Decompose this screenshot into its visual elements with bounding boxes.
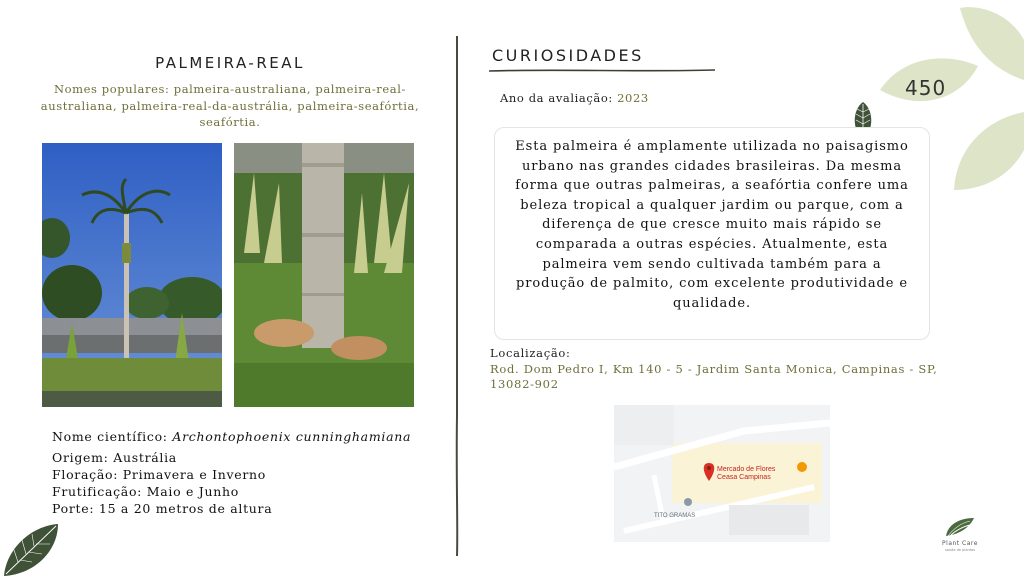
title-underline <box>489 68 715 74</box>
leaf-icon-bottom-left <box>0 520 64 576</box>
logo-icon <box>940 514 980 538</box>
fruiting: Frutificação: Maio e Junho <box>52 484 239 499</box>
popular-names: Nomes populares: palmeira-australiana, palmeira-real-australiana, palmeira-real-da-austrália, palmeira-seafórtia, seafórtia. <box>40 82 420 129</box>
flowering: Floração: Primavera e Inverno <box>52 467 267 482</box>
scientific-name-label: Nome científico: <box>52 429 173 444</box>
plant-title: PALMEIRA-REAL <box>155 54 305 72</box>
year-value: 2023 <box>617 91 649 105</box>
section-title: CURIOSIDADES <box>492 46 644 65</box>
scientific-name: Archontophoenix cunninghamiana <box>172 429 412 444</box>
location-label: Localização: <box>490 346 571 360</box>
scientific-name-line <box>52 429 411 444</box>
evaluation-year <box>500 91 649 105</box>
description-card <box>494 127 930 340</box>
palm-photo-full <box>42 143 222 407</box>
map-place-line1: Mercado de Flores <box>717 466 776 473</box>
palm-trunk-photo <box>234 143 414 407</box>
plant-size: Porte: 15 a 20 metros de altura <box>52 501 273 516</box>
location-map[interactable] <box>614 405 830 542</box>
plant-details <box>52 449 272 517</box>
food-pin-icon <box>797 462 807 472</box>
brand-logo <box>930 514 990 564</box>
logo-name: Plant Care <box>942 540 978 547</box>
map-place-line2: Ceasa Campinas <box>717 474 771 481</box>
description-text: Esta palmeira é amplamente utilizada no paisagismo urbano nas grandes cidades brasileiras. Da mesma forma que outras palmeiras, a seafórtia confere uma beleza tropical a qualquer jardim ou parque, com a diferença de que cresce muito mais rápido se comparada a outras espécies. Atualmente, esta palmeira vem sendo cultivada também para a produção de palmito, com excelente produtividade e qualidade. <box>515 139 909 311</box>
logo-tagline: saúde de plantas <box>944 548 976 552</box>
secondary-pin-icon <box>684 498 692 506</box>
map-secondary-label: TITO GRAMAS <box>654 513 696 519</box>
year-label: Ano da avaliação: <box>500 91 618 105</box>
column-divider <box>452 36 462 556</box>
location-address: Rod. Dom Pedro I, Km 140 - 5 - Jardim Santa Monica, Campinas - SP, 13082-902 <box>490 362 938 391</box>
page-number-badge: 450 <box>905 76 947 100</box>
origin: Origem: Austrália <box>52 450 177 465</box>
